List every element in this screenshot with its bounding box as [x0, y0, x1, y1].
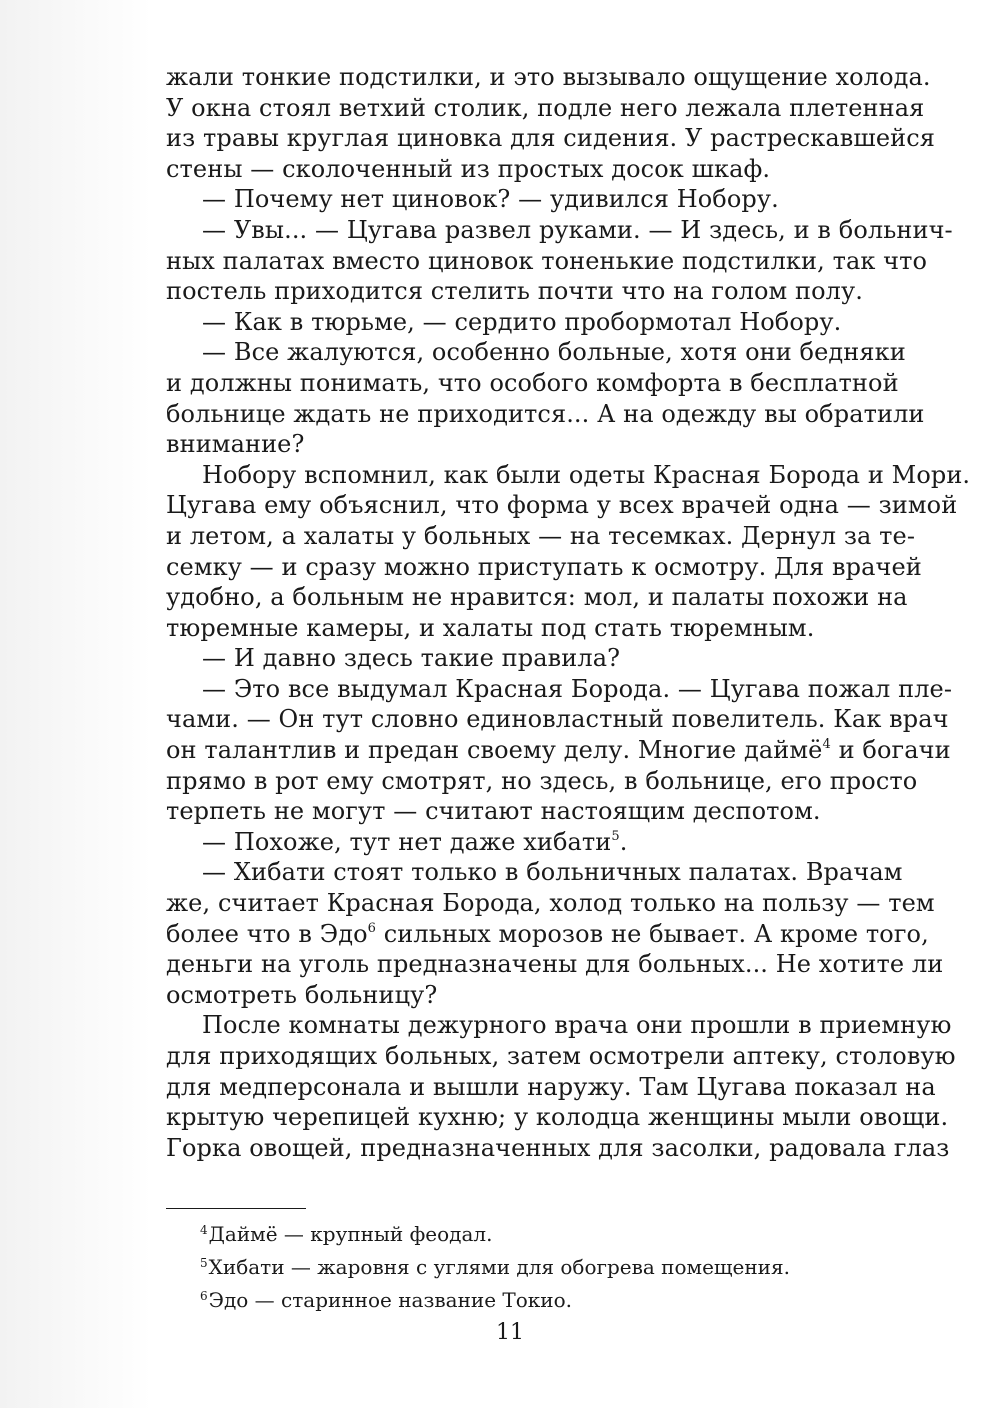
text-line: удобно, а больным не нравится: мол, и палаты похожи на: [166, 583, 908, 612]
text-line: для медперсонала и вышли наружу. Там Цугава показал на: [166, 1072, 936, 1101]
footnote: [200, 1280, 890, 1313]
text-line: Горка овощей, предназначенных для засолки, радовала глаз: [166, 1133, 950, 1162]
footnote-mark: 4: [200, 1223, 208, 1237]
text-line: тюремные камеры, и халаты под стать тюремным.: [166, 613, 815, 642]
text-line: осмотреть больницу?: [166, 980, 438, 1009]
footnotes: [200, 1214, 890, 1313]
text-line: и летом, а халаты у больных — на тесемках. Дернул за те-: [166, 521, 916, 550]
text-line: У окна стоял ветхий столик, подле него лежала плетенная: [166, 93, 925, 122]
text-line: из травы круглая циновка для сидения. У растрескавшейся: [166, 124, 935, 153]
text-line: терпеть не могут — считают настоящим деспотом.: [166, 797, 821, 826]
text-line: жали тонкие подстилки, и это вызывало ощущение холода.: [166, 63, 931, 91]
text-segment: .: [619, 827, 628, 856]
text-line: — Увы... — Цугава развел руками. — И здесь, и в больнич-: [202, 215, 953, 244]
page-number: 11: [496, 1320, 524, 1345]
text-line: деньги на уголь предназначены для больных... Не хотите ли: [166, 950, 944, 979]
text-line: стены — сколоченный из простых досок шкаф.: [166, 154, 771, 183]
footnote-mark: 6: [200, 1289, 208, 1303]
text-line: После комнаты дежурного врача они прошли в приемную: [202, 1011, 952, 1040]
text-line: [166, 919, 929, 950]
footnote-divider: [166, 1208, 306, 1209]
text-line: чами. — Он тут словно единовластный повелитель. Как врач: [166, 705, 949, 734]
text-line: больнице ждать не приходится... А на одежду вы обратили: [166, 399, 925, 428]
text-line: — Как в тюрьме, — сердито пробормотал Нобору.: [202, 307, 842, 336]
text-line: постель приходится стелить почти что на голом полу.: [166, 277, 863, 306]
text-line: прямо в рот ему смотрят, но здесь, в больнице, его просто: [166, 766, 918, 795]
text-line: Нобору вспомнил, как были одеты Красная Борода и Мори.: [202, 460, 971, 489]
body-text: [166, 62, 971, 1163]
text-line: — И давно здесь такие правила?: [202, 644, 621, 673]
text-line: [166, 735, 951, 766]
text-line: крытую черепицей кухню; у колодца женщины мыли овощи.: [166, 1103, 949, 1132]
text-segment: и богачи: [838, 736, 951, 765]
footnote-ref: 6: [367, 920, 377, 936]
text-line: — Хибати стоят только в больничных палатах. Врачам: [202, 858, 903, 887]
text-line: — Это все выдумал Красная Борода. — Цугава пожал пле-: [202, 674, 953, 703]
text-line: — Все жалуются, особенно больные, хотя они бедняки: [202, 338, 906, 367]
text-segment: он талантлив и предан своему делу. Многие даймё: [166, 736, 823, 765]
footnote-text: Эдо — старинное название Токио.: [208, 1288, 573, 1312]
footnote-mark: 5: [200, 1256, 208, 1270]
footnote-ref: 4: [822, 737, 831, 753]
text-line: [166, 827, 896, 858]
text-line: же, считает Красная Борода, холод только на пользу — тем: [166, 889, 935, 918]
text-line: и должны понимать, что особого комфорта в бесплатной: [166, 368, 899, 397]
page-margin-shadow: [0, 0, 152, 1408]
text-segment: сильных морозов не бывает. А кроме того,: [383, 919, 929, 948]
text-line: — Почему нет циновок? — удивился Нобору.: [202, 185, 779, 214]
text-segment: более что в Эдо: [166, 919, 368, 948]
text-line: ных палатах вместо циновок тоненькие подстилки, так что: [166, 246, 928, 275]
footnote-text: Даймё — крупный феодал.: [208, 1222, 493, 1246]
footnote: [200, 1214, 890, 1247]
footnote: [200, 1247, 890, 1280]
footnote-ref: 5: [611, 828, 620, 844]
text-line: внимание?: [166, 430, 305, 459]
text-segment: — Похоже, тут нет даже хибати: [202, 827, 612, 856]
text-line: семку — и сразу можно приступать к осмотру. Для врачей: [166, 552, 922, 581]
text-line: Цугава ему объяснил, что форма у всех врачей одна — зимой: [166, 491, 958, 520]
footnote-text: Хибати — жаровня с углями для обогрева помещения.: [208, 1255, 790, 1279]
text-line: для приходящих больных, затем осмотрели аптеку, столовую: [166, 1042, 956, 1070]
